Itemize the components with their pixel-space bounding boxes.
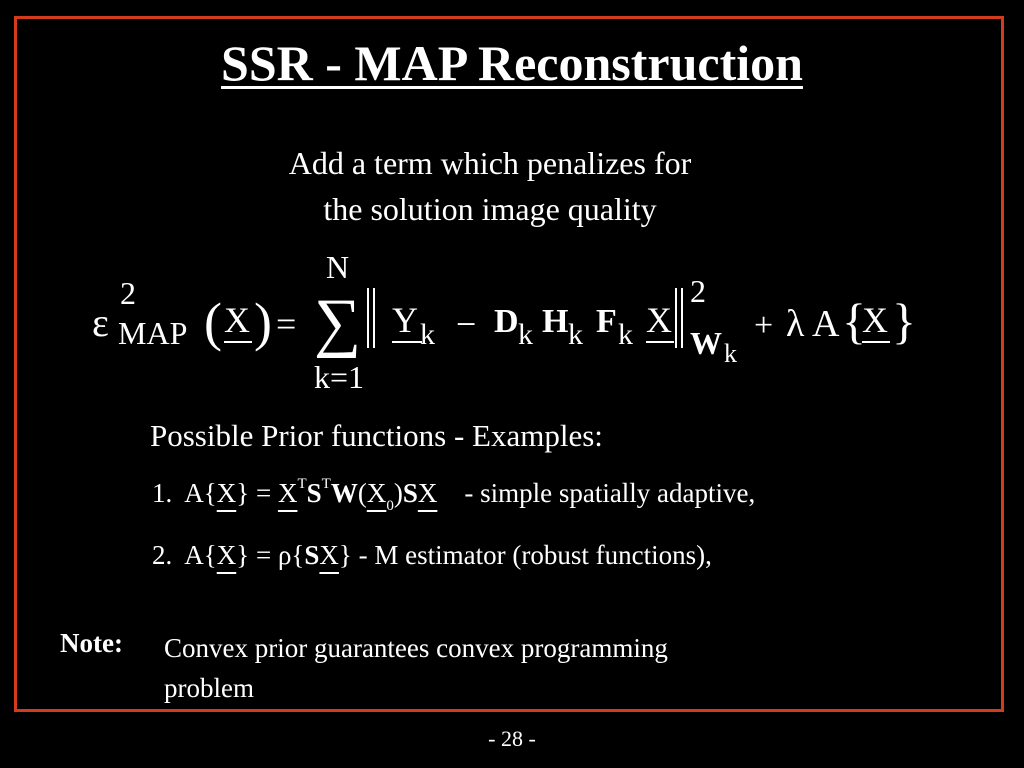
eq-f-sub: k [618,318,633,351]
subtitle [0,140,980,232]
example-1-t1: T [297,476,307,492]
example-1-x0: X [366,478,387,508]
example-2-number: 2. [152,540,173,570]
note-text: Convex prior guarantees convex programming problem [164,633,668,703]
eq-brace-close: } [892,293,916,349]
example-1-w: W [330,478,358,508]
example-2-eq: = [255,540,272,570]
example-2-x: X [216,540,237,570]
eq-f: F [596,303,617,340]
eq-d-sub: k [518,318,533,351]
eq-norm-sup: 2 [690,273,706,309]
example-2-a: A [184,540,204,570]
eq-x: X [224,300,250,340]
eq-sigma: ∑ [314,286,362,359]
eq-paren-close: ) [254,292,272,352]
example-2-rho: ρ [277,540,292,570]
example-1-s: S [306,478,322,508]
eq-y: Y [392,300,418,340]
eq-equals: = [276,304,297,344]
example-1-x: X [216,478,237,508]
eq-sum-upper: N [326,249,350,285]
example-1-x-t: X [277,478,298,508]
slide-title: SSR - MAP Reconstruction [221,35,803,91]
example-2-s: S [304,540,320,570]
example-1-a: A [184,478,204,508]
example-1-number: 1. [152,478,173,508]
eq-epsilon: ε [92,300,109,345]
note-label: Note: [60,628,123,658]
eq-paren-open: ( [204,292,222,352]
eq-a: A [812,303,840,345]
eq-lambda: λ [786,303,805,345]
example-1-eq: = [255,478,272,508]
eq-h: H [542,303,569,340]
eq-sum-lower: k=1 [314,359,365,395]
eq-norm-sub-k: k [724,339,737,368]
eq-plus: + [754,307,774,344]
prior-heading: Possible Prior functions - Examples: [150,418,603,453]
eq-x3: X [862,300,888,340]
eq-h-sub: k [568,318,583,351]
example-1-zero: 0 [386,498,394,514]
example-1-s2: S [402,478,418,508]
example-1-x-end: X [417,478,438,508]
eq-norm-sub-w: W [690,325,722,361]
eq-y-sub: k [420,318,435,351]
subtitle-line-2: the solution image quality [323,191,657,227]
example-1: 1. $A\{X\} = X^TS^TW(X_0)SX$ - simple spatially adaptive, [152,476,756,514]
example-1-description: - simple spatially adaptive, [464,478,756,508]
eq-brace-open: { [842,293,866,349]
eq-d: D [494,303,519,340]
subtitle-line-1: Add a term which penalizes for [288,145,692,181]
page-number: - 28 - [488,726,536,751]
eq-epsilon-sup: 2 [120,275,136,311]
eq-x2: X [646,300,672,340]
example-2-description: - M estimator (robust functions), [358,540,712,570]
eq-minus: − [456,304,477,344]
example-2-x2: X [319,540,339,570]
example-2: 2. A{X} = ρ{SX} - M estimator (robust functions), [152,540,712,570]
example-1-t2: T [321,476,331,492]
map-equation [0,240,1024,400]
eq-epsilon-sub: MAP [118,315,188,351]
